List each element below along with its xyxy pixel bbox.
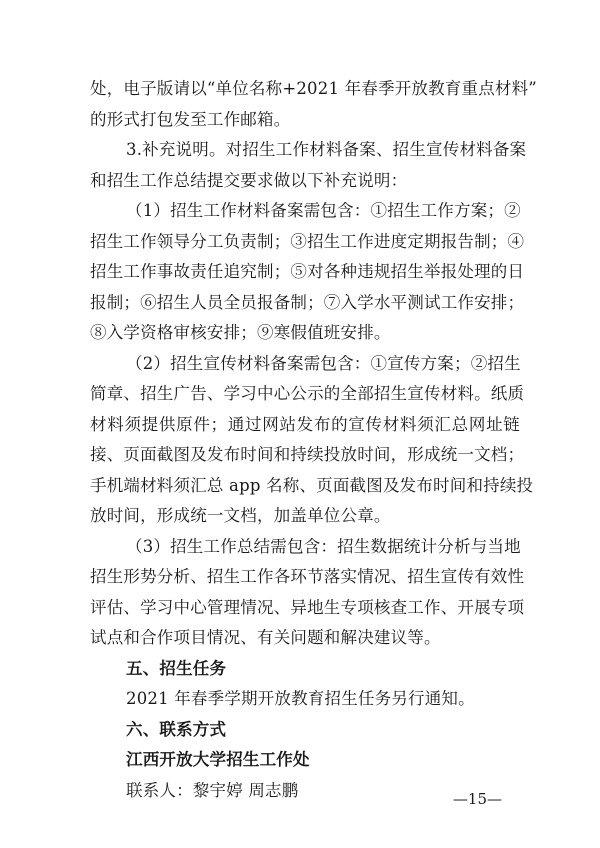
paragraph-line: 接、页面截图及发布时间和持续投放时间，形成统一文档；	[90, 445, 525, 464]
paragraph-line: 招生工作事故责任追究制；⑤对各种违规招生举报处理的日	[90, 262, 525, 281]
paragraph-line: 试点和合作项目情况、有关问题和解决建议等。	[90, 628, 441, 647]
paragraph-line: 2021 年春季学期开放教育招生任务另行通知。	[126, 689, 475, 708]
paragraph-line: （3）招生工作总结需包含：招生数据统计分析与当地	[126, 536, 521, 556]
organization-name: 江西开放大学招生工作处	[126, 750, 310, 769]
paragraph-line: 招生工作领导分工负责制；③招生工作进度定期报告制；④	[90, 231, 525, 251]
paragraph-line: 招生形势分析、招生工作各环节落实情况、招生宣传有效性	[90, 567, 525, 586]
page-number: —15—	[452, 790, 502, 808]
section-heading-recruitment-task: 五、招生任务	[126, 658, 227, 678]
paragraph-line: 处，电子版请以“单位名称+2021 年春季开放教育重点材料”	[90, 79, 537, 98]
paragraph-line: 手机端材料须汇总 app 名称、页面截图及发布时间和持续投	[90, 475, 534, 495]
paragraph-line: 3.补充说明。对招生工作材料备案、招生宣传材料备案	[126, 140, 527, 159]
paragraph-line: 和招生工作总结提交要求做以下补充说明：	[90, 170, 408, 190]
paragraph-line: （1）招生工作材料备案需包含：①招生工作方案；②	[126, 201, 521, 220]
section-heading-contact: 六、联系方式	[126, 719, 227, 739]
paragraph-line: 评估、学习中心管理情况、异地生专项核查工作、开展专项	[90, 597, 525, 617]
paragraph-line: 的形式打包发至工作邮箱。	[90, 109, 291, 129]
paragraph-line: （2）招生宣传材料备案需包含：①宣传方案；②招生	[126, 353, 521, 373]
paragraph-line: 报制；⑥招生人员全员报备制；⑦入学水平测试工作安排；	[90, 292, 525, 312]
contact-persons: 联系人：黎宇婷 周志鹏	[126, 780, 299, 800]
paragraph-line: ⑧入学资格审核安排；⑨寒假值班安排。	[90, 323, 391, 342]
paragraph-line: 简章、招生广告、学习中心公示的全部招生宣传材料。纸质	[90, 384, 525, 403]
paragraph-line: 材料须提供原件；通过网站发布的宣传材料须汇总网址链	[90, 414, 520, 434]
paragraph-line: 放时间，形成统一文档，加盖单位公章。	[90, 506, 391, 525]
document-body	[90, 74, 537, 806]
